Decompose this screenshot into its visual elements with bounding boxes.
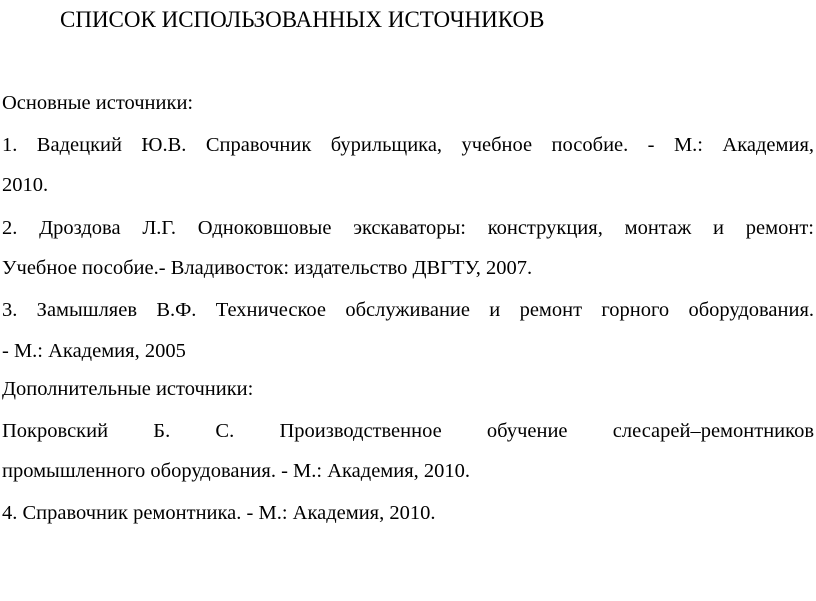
page-title: СПИСОК ИСПОЛЬЗОВАННЫХ ИСТОЧНИКОВ [60,7,545,32]
section-heading-additional-sources: Дополнительные источники: [2,378,254,400]
reference-line: 2010. [2,174,49,196]
reference-line: Учебное пособие.- Владивосток: издательство ДВГТУ, 2007. [2,257,533,279]
reference-line: Покровский Б. С. Производственное обучение слесарей–ремонтников [2,420,814,442]
reference-line: 3. Замышляев В.Ф. Техническое обслуживание и ремонт горного оборудования. [2,299,814,321]
reference-line: - М.: Академия, 2005 [2,340,186,362]
reference-line: 2. Дроздова Л.Г. Одноковшовые экскаваторы: конструкция, монтаж и ремонт: [2,217,814,239]
section-heading-main-sources: Основные источники: [2,92,194,114]
reference-line: 4. Справочник ремонтника. - М.: Академия, 2010. [2,502,436,524]
reference-line: промышленного оборудования. - М.: Академия, 2010. [2,460,471,482]
reference-line: 1. Вадецкий Ю.В. Справочник бурильщика, учебное пособие. - М.: Академия, [2,134,814,156]
